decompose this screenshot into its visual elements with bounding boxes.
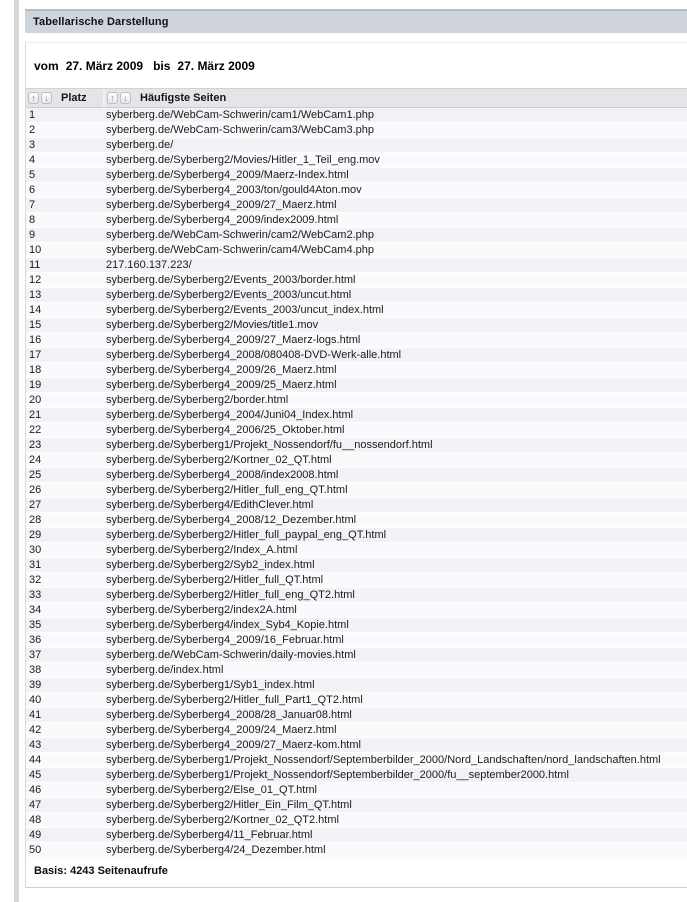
rank-cell: 33 bbox=[29, 589, 42, 601]
page-url-cell: syberberg.de/Syberberg1/Syb1_index.html bbox=[106, 679, 315, 691]
page-url-cell: syberberg.de/Syberberg4_2008/12_Dezember.html bbox=[106, 514, 357, 526]
date-from-value: 27. März 2009 bbox=[65, 59, 144, 73]
table-row bbox=[26, 723, 687, 738]
table-row bbox=[26, 768, 687, 783]
table-header-row bbox=[26, 88, 687, 108]
table-row bbox=[26, 738, 687, 753]
table-row bbox=[26, 618, 687, 633]
rank-cell: 15 bbox=[29, 319, 42, 331]
page-url-cell: syberberg.de/Syberberg4_2008/28_Januar08.html bbox=[106, 709, 352, 721]
rank-cell: 12 bbox=[29, 274, 42, 286]
table-row bbox=[26, 123, 687, 138]
rank-cell: 45 bbox=[29, 769, 42, 781]
page-url-cell: syberberg.de/Syberberg2/Syb2_index.html bbox=[106, 559, 315, 571]
page-url-cell: syberberg.de/Syberberg2/Hitler_full_paypal_eng_QT.html bbox=[106, 529, 387, 541]
rank-cell: 37 bbox=[29, 649, 42, 661]
rank-cell: 46 bbox=[29, 784, 42, 796]
column-label-haeufigste-seiten: Häufigste Seiten bbox=[140, 92, 227, 104]
table-row bbox=[26, 558, 687, 573]
rank-cell: 6 bbox=[29, 184, 36, 196]
page-url-cell: syberberg.de/Syberberg2/Hitler_full_eng_QT.html bbox=[106, 484, 348, 496]
rank-cell: 43 bbox=[29, 739, 42, 751]
page-url-cell: syberberg.de/WebCam-Schwerin/cam4/WebCam4.php bbox=[106, 244, 374, 256]
date-range bbox=[26, 59, 687, 73]
page-url-cell: syberberg.de/WebCam-Schwerin/cam3/WebCam3.php bbox=[106, 124, 374, 136]
rank-cell: 29 bbox=[29, 529, 42, 541]
page-url-cell: syberberg.de/Syberberg2/Movies/title1.mov bbox=[106, 319, 319, 331]
page-url-cell: syberberg.de/Syberberg4_2009/16_Februar.html bbox=[106, 634, 344, 646]
date-from-label: vom bbox=[34, 59, 59, 73]
table-row bbox=[26, 258, 687, 273]
page-url-cell: syberberg.de/Syberberg2/index2A.html bbox=[106, 604, 297, 616]
column-label-platz: Platz bbox=[61, 92, 87, 104]
rank-cell: 17 bbox=[29, 349, 42, 361]
table-row bbox=[26, 543, 687, 558]
page-url-cell: syberberg.de/WebCam-Schwerin/daily-movies.html bbox=[106, 649, 356, 661]
table-row bbox=[26, 453, 687, 468]
table-row bbox=[26, 438, 687, 453]
rank-cell: 48 bbox=[29, 814, 42, 826]
table-row bbox=[26, 333, 687, 348]
rank-cell: 23 bbox=[29, 439, 42, 451]
page-url-cell: syberberg.de/Syberberg4_2009/Maerz-Index.html bbox=[106, 169, 349, 181]
page-url-cell: syberberg.de/WebCam-Schwerin/cam1/WebCam1.php bbox=[106, 109, 374, 121]
rank-cell: 10 bbox=[29, 244, 42, 256]
rank-cell: 1 bbox=[29, 109, 36, 121]
page-url-cell: syberberg.de/Syberberg2/Hitler_full_Part1_QT2.html bbox=[106, 694, 363, 706]
rank-cell: 2 bbox=[29, 124, 36, 136]
page-url-cell: syberberg.de/Syberberg2/Else_01_QT.html bbox=[106, 784, 317, 796]
page-url-cell: syberberg.de/WebCam-Schwerin/cam2/WebCam2.php bbox=[106, 229, 374, 241]
page-url-cell: syberberg.de/Syberberg2/Hitler_Ein_Film_QT.html bbox=[106, 799, 352, 811]
table-row bbox=[26, 633, 687, 648]
date-to-label: bis bbox=[153, 59, 171, 73]
report-panel bbox=[25, 42, 687, 888]
rank-cell: 49 bbox=[29, 829, 42, 841]
table-row bbox=[26, 483, 687, 498]
page-url-cell: syberberg.de/Syberberg2/Events_2003/uncut_index.html bbox=[106, 304, 384, 316]
table-row bbox=[26, 423, 687, 438]
rank-cell: 47 bbox=[29, 799, 42, 811]
page-url-cell: syberberg.de/Syberberg4_2009/27_Maerz-logs.html bbox=[106, 334, 361, 346]
table-row bbox=[26, 648, 687, 663]
rank-cell: 3 bbox=[29, 139, 36, 151]
sort-descending-icon[interactable]: ↓ bbox=[41, 92, 52, 104]
rank-cell: 11 bbox=[29, 259, 41, 271]
rank-cell: 50 bbox=[29, 844, 42, 856]
page-url-cell: syberberg.de/Syberberg2/Events_2003/uncut.html bbox=[106, 289, 352, 301]
page-url-cell: syberberg.de/Syberberg4_2009/index2009.html bbox=[106, 214, 339, 226]
rank-cell: 32 bbox=[29, 574, 42, 586]
rank-cell: 7 bbox=[29, 199, 36, 211]
rank-cell: 19 bbox=[29, 379, 42, 391]
table-row bbox=[26, 228, 687, 243]
date-to-value: 27. März 2009 bbox=[177, 59, 255, 73]
table-row bbox=[26, 798, 687, 813]
table-row bbox=[26, 198, 687, 213]
basis-summary: Basis: 4243 Seitenaufrufe bbox=[34, 865, 168, 877]
page-url-cell: syberberg.de/Syberberg4/24_Dezember.html bbox=[106, 844, 326, 856]
table-row bbox=[26, 843, 687, 858]
page-left-border bbox=[14, 0, 19, 902]
table-row bbox=[26, 273, 687, 288]
table-row bbox=[26, 393, 687, 408]
page-url-cell: syberberg.de/Syberberg2/Kortner_02_QT.html bbox=[106, 454, 332, 466]
table-row bbox=[26, 783, 687, 798]
page-url-cell: syberberg.de/Syberberg4_2009/26_Maerz.html bbox=[106, 364, 337, 376]
page-url-cell: syberberg.de/Syberberg4/11_Februar.html bbox=[106, 829, 313, 841]
table-row bbox=[26, 468, 687, 483]
rank-cell: 24 bbox=[29, 454, 42, 466]
page-url-cell: syberberg.de/Syberberg4_2009/27_Maerz-kom.html bbox=[106, 739, 361, 751]
sort-descending-icon[interactable]: ↓ bbox=[120, 92, 131, 104]
page-url-cell: syberberg.de/Syberberg2/Hitler_full_eng_QT2.html bbox=[106, 589, 355, 601]
rank-cell: 18 bbox=[29, 364, 42, 376]
page-url-cell: syberberg.de/Syberberg4/index_Syb4_Kopie.html bbox=[106, 619, 349, 631]
rank-cell: 20 bbox=[29, 394, 42, 406]
rank-cell: 25 bbox=[29, 469, 42, 481]
rank-cell: 38 bbox=[29, 664, 42, 676]
table-row bbox=[26, 288, 687, 303]
rank-cell: 40 bbox=[29, 694, 42, 706]
page-url-cell: syberberg.de/Syberberg2/Kortner_02_QT2.html bbox=[106, 814, 339, 826]
table-row bbox=[26, 138, 687, 153]
rank-cell: 16 bbox=[29, 334, 42, 346]
table-row bbox=[26, 183, 687, 198]
table-row bbox=[26, 813, 687, 828]
rank-cell: 42 bbox=[29, 724, 42, 736]
table-row bbox=[26, 408, 687, 423]
page-url-cell: syberberg.de/index.html bbox=[106, 664, 224, 676]
page-url-cell: syberberg.de/Syberberg4_2008/index2008.html bbox=[106, 469, 339, 481]
rank-cell: 14 bbox=[29, 304, 42, 316]
table-row bbox=[26, 498, 687, 513]
table-row bbox=[26, 678, 687, 693]
rank-cell: 13 bbox=[29, 289, 42, 301]
sort-ascending-icon[interactable]: ↑ bbox=[28, 92, 39, 104]
page-url-cell: syberberg.de/Syberberg4_2009/24_Maerz.html bbox=[106, 724, 337, 736]
rank-cell: 36 bbox=[29, 634, 42, 646]
table-row bbox=[26, 603, 687, 618]
sort-ascending-icon[interactable]: ↑ bbox=[107, 92, 118, 104]
rank-cell: 27 bbox=[29, 499, 42, 511]
rank-cell: 8 bbox=[29, 214, 36, 226]
rank-cell: 26 bbox=[29, 484, 42, 496]
table-row bbox=[26, 303, 687, 318]
table-row bbox=[26, 108, 687, 123]
table-row bbox=[26, 318, 687, 333]
column-header-haeufigste-seiten bbox=[103, 89, 687, 107]
table-row bbox=[26, 243, 687, 258]
table-row bbox=[26, 363, 687, 378]
rank-cell: 34 bbox=[29, 604, 42, 616]
rank-cell: 5 bbox=[29, 169, 36, 181]
page-url-cell: syberberg.de/Syberberg4_2009/25_Maerz.html bbox=[106, 379, 337, 391]
rank-cell: 44 bbox=[29, 754, 42, 766]
rank-cell: 35 bbox=[29, 619, 42, 631]
table-row bbox=[26, 378, 687, 393]
page-url-cell: syberberg.de/Syberberg1/Projekt_Nossendorf/Septemberbilder_2000/fu__september2000.html bbox=[106, 769, 569, 781]
rank-cell: 22 bbox=[29, 424, 42, 436]
rank-cell: 9 bbox=[29, 229, 36, 241]
page-url-cell: syberberg.de/Syberberg4_2003/ton/gould4Aton.mov bbox=[106, 184, 362, 196]
table-row bbox=[26, 213, 687, 228]
page-url-cell: syberberg.de/Syberberg1/Projekt_Nossendorf/fu__nossendorf.html bbox=[106, 439, 433, 451]
table-row bbox=[26, 573, 687, 588]
rank-cell: 41 bbox=[29, 709, 42, 721]
table-row bbox=[26, 588, 687, 603]
table-row bbox=[26, 708, 687, 723]
column-header-platz bbox=[26, 89, 103, 107]
page-url-cell: syberberg.de/Syberberg2/Movies/Hitler_1_Teil_eng.mov bbox=[106, 154, 380, 166]
table-row bbox=[26, 513, 687, 528]
table-row bbox=[26, 663, 687, 678]
rank-cell: 39 bbox=[29, 679, 42, 691]
page-url-cell: syberberg.de/Syberberg4_2004/Juni04_Index.html bbox=[106, 409, 354, 421]
page-title: Tabellarische Darstellung bbox=[33, 16, 169, 28]
table-row bbox=[26, 153, 687, 168]
page-url-cell: syberberg.de/Syberberg4_2009/27_Maerz.html bbox=[106, 199, 337, 211]
rank-cell: 21 bbox=[29, 409, 42, 421]
table-row bbox=[26, 828, 687, 843]
table-row bbox=[26, 528, 687, 543]
rank-cell: 31 bbox=[29, 559, 42, 571]
page-url-cell: syberberg.de/Syberberg2/border.html bbox=[106, 394, 289, 406]
page-url-cell: syberberg.de/ bbox=[106, 139, 174, 151]
rank-cell: 4 bbox=[29, 154, 36, 166]
table-body bbox=[26, 108, 687, 858]
table-row bbox=[26, 693, 687, 708]
page-url-cell: syberberg.de/Syberberg4/EdithClever.html bbox=[106, 499, 314, 511]
section-title-bar bbox=[25, 9, 687, 33]
page-url-cell: syberberg.de/Syberberg2/Index_A.html bbox=[106, 544, 298, 556]
page-url-cell: syberberg.de/Syberberg4_2008/080408-DVD-Werk-alle.html bbox=[106, 349, 402, 361]
table-row bbox=[26, 753, 687, 768]
table-row bbox=[26, 348, 687, 363]
page-url-cell: syberberg.de/Syberberg4_2006/25_Oktober.html bbox=[106, 424, 345, 436]
page-url-cell: syberberg.de/Syberberg2/Events_2003/border.html bbox=[106, 274, 356, 286]
page-url-cell: 217.160.137.223/ bbox=[106, 259, 192, 271]
page-url-cell: syberberg.de/Syberberg1/Projekt_Nossendorf/Septemberbilder_2000/Nord_Landschaften/nord_landschaften.html bbox=[106, 754, 661, 766]
rank-cell: 30 bbox=[29, 544, 42, 556]
rank-cell: 28 bbox=[29, 514, 42, 526]
table-row bbox=[26, 168, 687, 183]
page-url-cell: syberberg.de/Syberberg2/Hitler_full_QT.html bbox=[106, 574, 324, 586]
